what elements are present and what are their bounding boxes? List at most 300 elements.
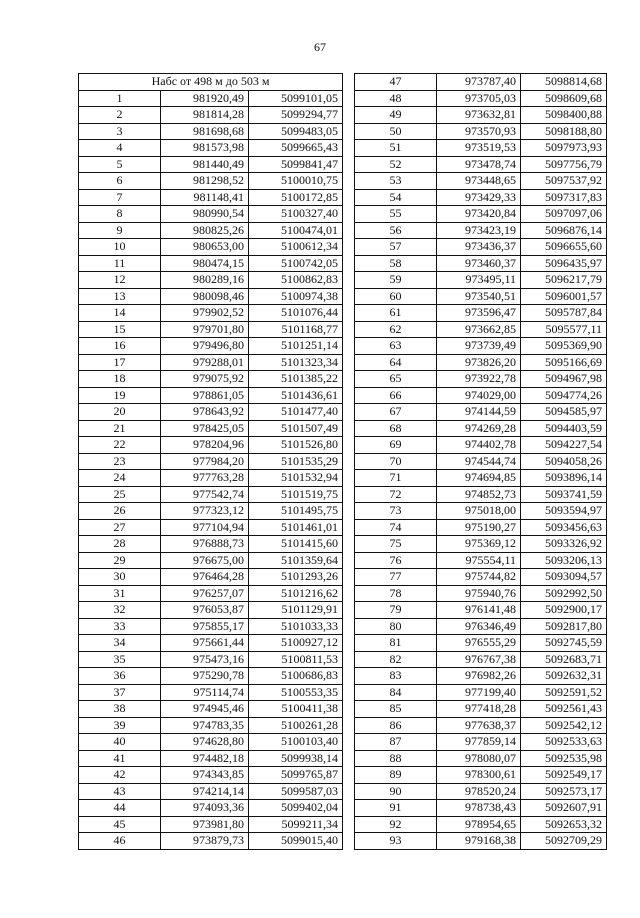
table-row [355, 717, 607, 734]
table-row [355, 486, 607, 503]
point-number: 79 [355, 602, 437, 619]
y-coordinate: 5101385,22 [249, 371, 343, 388]
x-coordinate: 976982,26 [437, 668, 521, 685]
table-row [79, 222, 343, 239]
y-coordinate: 5098188,80 [521, 123, 607, 140]
x-coordinate: 973787,40 [437, 74, 521, 91]
point-number: 59 [355, 272, 437, 289]
table-row [355, 420, 607, 437]
table-row [79, 684, 343, 701]
x-coordinate: 978520,24 [437, 783, 521, 800]
y-coordinate: 5098814,68 [521, 74, 607, 91]
table-row [79, 668, 343, 685]
table-row [79, 635, 343, 652]
table-row [355, 206, 607, 223]
x-coordinate: 975018,00 [437, 503, 521, 520]
table-row [79, 470, 343, 487]
table-row [79, 800, 343, 817]
x-coordinate: 976257,07 [161, 585, 249, 602]
table-row [355, 470, 607, 487]
y-coordinate: 5101293,26 [249, 569, 343, 586]
y-coordinate: 5092900,17 [521, 602, 607, 619]
x-coordinate: 973739,49 [437, 338, 521, 355]
table-row [79, 404, 343, 421]
y-coordinate: 5101495,75 [249, 503, 343, 520]
y-coordinate: 5100010,75 [249, 173, 343, 190]
point-number: 42 [79, 767, 161, 784]
table-row [79, 156, 343, 173]
point-number: 28 [79, 536, 161, 553]
point-number: 20 [79, 404, 161, 421]
y-coordinate: 5094774,26 [521, 387, 607, 404]
y-coordinate: 5100686,83 [249, 668, 343, 685]
point-number: 4 [79, 140, 161, 157]
x-coordinate: 977859,14 [437, 734, 521, 751]
point-number: 86 [355, 717, 437, 734]
point-number: 8 [79, 206, 161, 223]
table-row [79, 519, 343, 536]
y-coordinate: 5092709,29 [521, 833, 607, 850]
point-number: 37 [79, 684, 161, 701]
table-row [355, 371, 607, 388]
point-number: 23 [79, 453, 161, 470]
y-coordinate: 5101076,44 [249, 305, 343, 322]
y-coordinate: 5101532,94 [249, 470, 343, 487]
y-coordinate: 5096435,97 [521, 255, 607, 272]
y-coordinate: 5092573,17 [521, 783, 607, 800]
table-row [79, 239, 343, 256]
page-number: 67 [314, 40, 326, 54]
point-number: 58 [355, 255, 437, 272]
x-coordinate: 979701,80 [161, 321, 249, 338]
table-row [79, 536, 343, 553]
x-coordinate: 975744,82 [437, 569, 521, 586]
point-number: 46 [79, 833, 161, 850]
y-coordinate: 5101129,91 [249, 602, 343, 619]
table-row [79, 420, 343, 437]
y-coordinate: 5092561,43 [521, 701, 607, 718]
point-number: 38 [79, 701, 161, 718]
x-coordinate: 981440,49 [161, 156, 249, 173]
x-coordinate: 980653,00 [161, 239, 249, 256]
x-coordinate: 976675,00 [161, 552, 249, 569]
y-coordinate: 5100327,40 [249, 206, 343, 223]
table-row [79, 288, 343, 305]
point-number: 6 [79, 173, 161, 190]
x-coordinate: 978643,92 [161, 404, 249, 421]
x-coordinate: 975940,76 [437, 585, 521, 602]
table-row [355, 272, 607, 289]
x-coordinate: 978861,05 [161, 387, 249, 404]
y-coordinate: 5099211,34 [249, 816, 343, 833]
point-number: 55 [355, 206, 437, 223]
y-coordinate: 5101251,14 [249, 338, 343, 355]
table-row [79, 717, 343, 734]
point-number: 62 [355, 321, 437, 338]
point-number: 3 [79, 123, 161, 140]
table-row [355, 74, 607, 91]
y-coordinate: 5093206,13 [521, 552, 607, 569]
y-coordinate: 5101216,62 [249, 585, 343, 602]
x-coordinate: 981573,98 [161, 140, 249, 157]
y-coordinate: 5101168,77 [249, 321, 343, 338]
point-number: 13 [79, 288, 161, 305]
point-number: 74 [355, 519, 437, 536]
point-number: 2 [79, 107, 161, 124]
x-coordinate: 975190,27 [437, 519, 521, 536]
x-coordinate: 977199,40 [437, 684, 521, 701]
point-number: 87 [355, 734, 437, 751]
point-number: 30 [79, 569, 161, 586]
table-row [355, 635, 607, 652]
table-row [355, 338, 607, 355]
table-row [355, 288, 607, 305]
y-coordinate: 5101507,49 [249, 420, 343, 437]
y-coordinate: 5100927,12 [249, 635, 343, 652]
point-number: 49 [355, 107, 437, 124]
point-number: 27 [79, 519, 161, 536]
y-coordinate: 5101461,01 [249, 519, 343, 536]
y-coordinate: 5094967,98 [521, 371, 607, 388]
y-coordinate: 5099294,77 [249, 107, 343, 124]
x-coordinate: 976888,73 [161, 536, 249, 553]
y-coordinate: 5092542,12 [521, 717, 607, 734]
x-coordinate: 973662,85 [437, 321, 521, 338]
table-row [355, 651, 607, 668]
y-coordinate: 5099765,87 [249, 767, 343, 784]
y-coordinate: 5097756,79 [521, 156, 607, 173]
point-number: 61 [355, 305, 437, 322]
x-coordinate: 974852,73 [437, 486, 521, 503]
x-coordinate: 978204,96 [161, 437, 249, 454]
y-coordinate: 5099483,05 [249, 123, 343, 140]
y-coordinate: 5101519,75 [249, 486, 343, 503]
point-number: 91 [355, 800, 437, 817]
table-row [355, 189, 607, 206]
y-coordinate: 5100172,85 [249, 189, 343, 206]
x-coordinate: 978738,43 [437, 800, 521, 817]
x-coordinate: 974214,14 [161, 783, 249, 800]
table-row [355, 668, 607, 685]
y-coordinate: 5097317,83 [521, 189, 607, 206]
table-row [355, 173, 607, 190]
point-number: 73 [355, 503, 437, 520]
y-coordinate: 5092535,98 [521, 750, 607, 767]
table-row [355, 123, 607, 140]
table-row [79, 734, 343, 751]
point-number: 16 [79, 338, 161, 355]
table-row [355, 750, 607, 767]
y-coordinate: 5096001,57 [521, 288, 607, 305]
x-coordinate: 975473,16 [161, 651, 249, 668]
y-coordinate: 5101526,80 [249, 437, 343, 454]
x-coordinate: 973596,47 [437, 305, 521, 322]
point-number: 66 [355, 387, 437, 404]
y-coordinate: 5094227,54 [521, 437, 607, 454]
x-coordinate: 973478,74 [437, 156, 521, 173]
y-coordinate: 5101359,64 [249, 552, 343, 569]
y-coordinate: 5093594,97 [521, 503, 607, 520]
y-coordinate: 5100103,40 [249, 734, 343, 751]
point-number: 12 [79, 272, 161, 289]
point-number: 24 [79, 470, 161, 487]
table-row [79, 750, 343, 767]
x-coordinate: 977104,94 [161, 519, 249, 536]
point-number: 36 [79, 668, 161, 685]
x-coordinate: 975290,78 [161, 668, 249, 685]
point-number: 7 [79, 189, 161, 206]
table-row [79, 107, 343, 124]
point-number: 25 [79, 486, 161, 503]
point-number: 11 [79, 255, 161, 272]
table-row [355, 816, 607, 833]
point-number: 51 [355, 140, 437, 157]
x-coordinate: 980289,16 [161, 272, 249, 289]
y-coordinate: 5093896,14 [521, 470, 607, 487]
point-number: 65 [355, 371, 437, 388]
table-row [355, 354, 607, 371]
x-coordinate: 973460,37 [437, 255, 521, 272]
point-number: 57 [355, 239, 437, 256]
point-number: 15 [79, 321, 161, 338]
x-coordinate: 974093,36 [161, 800, 249, 817]
table-row [79, 90, 343, 107]
point-number: 77 [355, 569, 437, 586]
y-coordinate: 5095166,69 [521, 354, 607, 371]
x-coordinate: 974269,28 [437, 420, 521, 437]
point-number: 67 [355, 404, 437, 421]
x-coordinate: 978954,65 [437, 816, 521, 833]
point-number: 26 [79, 503, 161, 520]
x-coordinate: 973448,65 [437, 173, 521, 190]
x-coordinate: 973540,51 [437, 288, 521, 305]
table-row [355, 453, 607, 470]
table-row [79, 123, 343, 140]
y-coordinate: 5101535,29 [249, 453, 343, 470]
table-row [79, 338, 343, 355]
y-coordinate: 5093456,63 [521, 519, 607, 536]
x-coordinate: 980825,26 [161, 222, 249, 239]
table-row [355, 684, 607, 701]
table-row [355, 800, 607, 817]
table-row [79, 321, 343, 338]
point-number: 72 [355, 486, 437, 503]
y-coordinate: 5100411,38 [249, 701, 343, 718]
y-coordinate: 5092549,17 [521, 767, 607, 784]
x-coordinate: 973436,37 [437, 239, 521, 256]
coordinates-table-left [78, 73, 343, 850]
point-number: 43 [79, 783, 161, 800]
table-row [79, 354, 343, 371]
y-coordinate: 5095369,90 [521, 338, 607, 355]
table-row [79, 651, 343, 668]
x-coordinate: 981814,28 [161, 107, 249, 124]
table-row [79, 437, 343, 454]
point-number: 52 [355, 156, 437, 173]
point-number: 33 [79, 618, 161, 635]
y-coordinate: 5100553,35 [249, 684, 343, 701]
table-row [355, 552, 607, 569]
x-coordinate: 980098,46 [161, 288, 249, 305]
table-row [355, 321, 607, 338]
x-coordinate: 980990,54 [161, 206, 249, 223]
table-row [355, 404, 607, 421]
x-coordinate: 973570,93 [437, 123, 521, 140]
x-coordinate: 976346,49 [437, 618, 521, 635]
x-coordinate: 981148,41 [161, 189, 249, 206]
x-coordinate: 973420,84 [437, 206, 521, 223]
y-coordinate: 5099101,05 [249, 90, 343, 107]
x-coordinate: 977542,74 [161, 486, 249, 503]
table-row [355, 536, 607, 553]
point-number: 90 [355, 783, 437, 800]
point-number: 69 [355, 437, 437, 454]
table-row [355, 305, 607, 322]
point-number: 47 [355, 74, 437, 91]
table-row [79, 206, 343, 223]
x-coordinate: 973879,73 [161, 833, 249, 850]
table-row [79, 585, 343, 602]
point-number: 85 [355, 701, 437, 718]
x-coordinate: 973429,33 [437, 189, 521, 206]
table-row [79, 272, 343, 289]
table-row [355, 222, 607, 239]
y-coordinate: 5094585,97 [521, 404, 607, 421]
table-row [79, 783, 343, 800]
x-coordinate: 975369,12 [437, 536, 521, 553]
x-coordinate: 981698,68 [161, 123, 249, 140]
x-coordinate: 979902,52 [161, 305, 249, 322]
point-number: 14 [79, 305, 161, 322]
x-coordinate: 980474,15 [161, 255, 249, 272]
x-coordinate: 978300,61 [437, 767, 521, 784]
x-coordinate: 977418,28 [437, 701, 521, 718]
x-coordinate: 974544,74 [437, 453, 521, 470]
point-number: 35 [79, 651, 161, 668]
x-coordinate: 973495,11 [437, 272, 521, 289]
table-row [79, 486, 343, 503]
point-number: 44 [79, 800, 161, 817]
point-number: 89 [355, 767, 437, 784]
y-coordinate: 5095577,11 [521, 321, 607, 338]
y-coordinate: 5100261,28 [249, 717, 343, 734]
x-coordinate: 976767,38 [437, 651, 521, 668]
table-row [79, 552, 343, 569]
point-number: 83 [355, 668, 437, 685]
table-row [355, 387, 607, 404]
point-number: 76 [355, 552, 437, 569]
y-coordinate: 5094403,59 [521, 420, 607, 437]
y-coordinate: 5094058,26 [521, 453, 607, 470]
point-number: 68 [355, 420, 437, 437]
x-coordinate: 977638,37 [437, 717, 521, 734]
table-row [355, 156, 607, 173]
point-number: 84 [355, 684, 437, 701]
x-coordinate: 973981,80 [161, 816, 249, 833]
table-row [355, 783, 607, 800]
y-coordinate: 5093094,57 [521, 569, 607, 586]
table-row [79, 618, 343, 635]
y-coordinate: 5097097,06 [521, 206, 607, 223]
table-row [355, 90, 607, 107]
point-number: 45 [79, 816, 161, 833]
y-coordinate: 5093741,59 [521, 486, 607, 503]
table-row [355, 569, 607, 586]
x-coordinate: 974945,46 [161, 701, 249, 718]
x-coordinate: 974482,18 [161, 750, 249, 767]
point-number: 10 [79, 239, 161, 256]
table-row [355, 585, 607, 602]
y-coordinate: 5096655,60 [521, 239, 607, 256]
table-row [79, 140, 343, 157]
point-number: 71 [355, 470, 437, 487]
y-coordinate: 5092683,71 [521, 651, 607, 668]
point-number: 18 [79, 371, 161, 388]
point-number: 56 [355, 222, 437, 239]
x-coordinate: 981920,49 [161, 90, 249, 107]
table-row [355, 107, 607, 124]
x-coordinate: 973922,78 [437, 371, 521, 388]
point-number: 41 [79, 750, 161, 767]
point-number: 70 [355, 453, 437, 470]
point-number: 31 [79, 585, 161, 602]
point-number: 39 [79, 717, 161, 734]
x-coordinate: 974343,85 [161, 767, 249, 784]
table-row [79, 453, 343, 470]
point-number: 64 [355, 354, 437, 371]
y-coordinate: 5101033,33 [249, 618, 343, 635]
point-number: 75 [355, 536, 437, 553]
x-coordinate: 974402,78 [437, 437, 521, 454]
point-number: 40 [79, 734, 161, 751]
y-coordinate: 5099587,03 [249, 783, 343, 800]
point-number: 60 [355, 288, 437, 305]
y-coordinate: 5096217,79 [521, 272, 607, 289]
point-number: 80 [355, 618, 437, 635]
x-coordinate: 974628,80 [161, 734, 249, 751]
y-coordinate: 5101477,40 [249, 404, 343, 421]
x-coordinate: 979288,01 [161, 354, 249, 371]
x-coordinate: 976464,28 [161, 569, 249, 586]
point-number: 88 [355, 750, 437, 767]
x-coordinate: 973519,53 [437, 140, 521, 157]
point-number: 78 [355, 585, 437, 602]
table-row [355, 239, 607, 256]
x-coordinate: 975554,11 [437, 552, 521, 569]
x-coordinate: 979075,92 [161, 371, 249, 388]
y-coordinate: 5099841,47 [249, 156, 343, 173]
table-caption: Набс от 498 м до 503 м [79, 74, 343, 91]
point-number: 54 [355, 189, 437, 206]
table-row [79, 305, 343, 322]
y-coordinate: 5101323,34 [249, 354, 343, 371]
x-coordinate: 974694,85 [437, 470, 521, 487]
point-number: 21 [79, 420, 161, 437]
point-number: 92 [355, 816, 437, 833]
table-row [355, 255, 607, 272]
y-coordinate: 5092653,32 [521, 816, 607, 833]
table-row [79, 503, 343, 520]
y-coordinate: 5092745,59 [521, 635, 607, 652]
table-row [79, 371, 343, 388]
table-row [79, 816, 343, 833]
x-coordinate: 973423,19 [437, 222, 521, 239]
table-row [355, 833, 607, 850]
y-coordinate: 5099402,04 [249, 800, 343, 817]
x-coordinate: 978080,07 [437, 750, 521, 767]
y-coordinate: 5092632,31 [521, 668, 607, 685]
point-number: 93 [355, 833, 437, 850]
